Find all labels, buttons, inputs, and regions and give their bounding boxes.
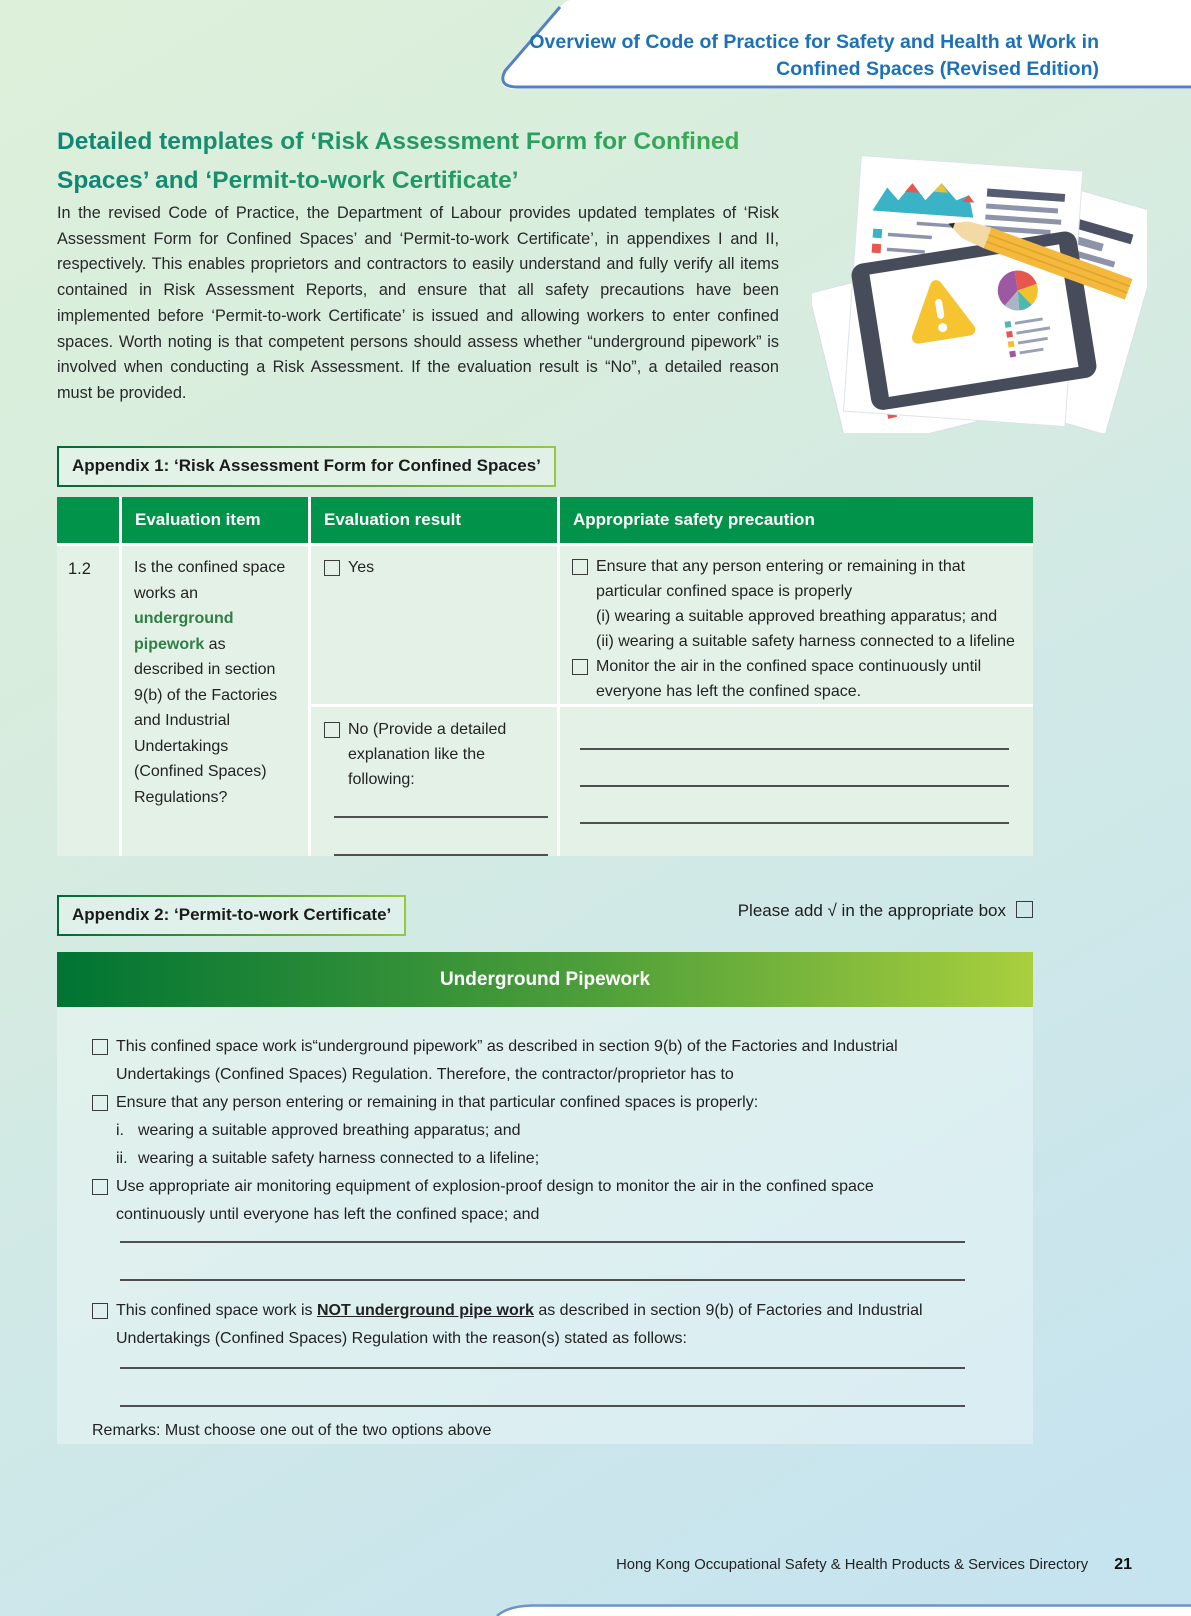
evaluation-item-highlight: underground pipework bbox=[134, 610, 234, 653]
roman-numeral: ii. bbox=[116, 1150, 128, 1167]
evaluation-item-text: as described in section 9(b) of the Factories and Industrial Undertakings (Confined Spaces) Regulations? bbox=[134, 635, 278, 806]
option3-checkbox[interactable] bbox=[92, 1179, 108, 1195]
write-in-line bbox=[334, 816, 548, 818]
row-number-cell: 1.2 bbox=[57, 546, 119, 856]
precaution1-checkbox[interactable] bbox=[572, 559, 588, 575]
write-in-line bbox=[334, 854, 548, 856]
precaution2-checkbox[interactable] bbox=[572, 659, 588, 675]
not-underground-emphasis: NOT underground pipe work bbox=[316, 1302, 534, 1319]
documents-warning-illustration bbox=[812, 143, 1147, 433]
yes-checkbox[interactable] bbox=[324, 560, 340, 576]
evaluation-item-text: Is the confined space works an bbox=[134, 559, 286, 602]
option4-checkbox[interactable] bbox=[92, 1303, 108, 1319]
table-header-corner bbox=[57, 497, 119, 543]
write-in-line bbox=[120, 1405, 965, 1407]
safety-precaution-cell bbox=[560, 546, 1033, 704]
yes-label: Yes bbox=[348, 559, 375, 576]
page-title: Detailed templates of ‘Risk Assessment Form for Confined Spaces’ and ‘Permit-to-work Certificate’ bbox=[57, 122, 769, 200]
intro-paragraph: In the revised Code of Practice, the Department of Labour provides updated templates of ‘Risk Assessment Form for Confined Spaces’ and ‘Permit-to-work Certificate’, in appendixes I and II, respectively. This enables proprietors and contractors to easily understand and fully verify all items contained in Risk Assessment Reports, and ensure that all safety precautions have been implemented before ‘Permit-to-work Certificate’ is issued and allowing workers to enter confined spaces. Worth noting is that competent persons should assess whether “underground pipework” is involved when conducting a Risk Assessment. If the evaluation result is “No”, a detailed reason must be provided. bbox=[57, 204, 779, 402]
precaution1-sub-i: (i) wearing a suitable approved breathing apparatus; and bbox=[596, 608, 998, 625]
remarks-note: Remarks: Must choose one out of the two options above bbox=[92, 1422, 492, 1439]
option4-text: This confined space work is NOT underground pipe work as described in section 9(b) of Factories and Industrial Undertakings (Confined Spaces) Regulation with the reason(s) stated as follows: bbox=[116, 1302, 923, 1347]
risk-assessment-table bbox=[57, 497, 1033, 856]
evaluation-result-no-cell bbox=[311, 707, 557, 856]
precaution1-text: Ensure that any person entering or remaining in that particular confined space is properly bbox=[596, 558, 966, 600]
roman-numeral: i. bbox=[116, 1122, 124, 1139]
option2-text: Ensure that any person entering or remaining in that particular confined spaces is properly: bbox=[116, 1094, 759, 1111]
footer-text: Hong Kong Occupational Safety & Health Products & Services Directory bbox=[616, 1557, 1089, 1573]
tick-note bbox=[738, 901, 1033, 921]
tick-note-text: Please add √ in the appropriate box bbox=[737, 901, 1006, 920]
precaution1-sub-ii: (ii) wearing a suitable safety harness connected to a lifeline bbox=[596, 633, 1015, 650]
table-header-evaluation-result: Evaluation result bbox=[311, 497, 557, 543]
option1-checkbox[interactable] bbox=[92, 1039, 108, 1055]
permit-certificate-panel bbox=[57, 952, 1033, 1444]
precaution2-text: Monitor the air in the confined space continuously until everyone has left the confined space. bbox=[596, 658, 982, 700]
write-in-line bbox=[120, 1279, 965, 1281]
table-header-safety-precaution: Appropriate safety precaution bbox=[560, 497, 1033, 543]
page-number: 21 bbox=[1114, 1556, 1132, 1573]
evaluation-result-yes-cell bbox=[311, 546, 557, 704]
write-in-line bbox=[580, 748, 1009, 750]
underground-pipework-banner: Underground Pipework bbox=[57, 952, 1033, 1007]
write-in-line bbox=[120, 1241, 965, 1243]
no-label: No (Provide a detailed explanation like the following: bbox=[348, 721, 507, 788]
table-header-evaluation-item: Evaluation item bbox=[122, 497, 308, 543]
header-title: Overview of Code of Practice for Safety and Health at Work in Confined Spaces (Revised Edition) bbox=[529, 31, 1099, 80]
option1-text: This confined space work is“underground pipework” as described in section 9(b) of the Factories and Industrial Undertakings (Confined Spaces) Regulation. Therefore, the contractor/proprietor has to bbox=[116, 1038, 898, 1083]
write-in-line bbox=[580, 822, 1009, 824]
page-footer bbox=[616, 1556, 1132, 1574]
option2-checkbox[interactable] bbox=[92, 1095, 108, 1111]
safety-precaution-write-in-cell bbox=[560, 707, 1033, 856]
option2-sub-i: wearing a suitable approved breathing apparatus; and bbox=[138, 1122, 521, 1139]
appendix2-label: Appendix 2: ‘Permit-to-work Certificate’ bbox=[57, 895, 406, 936]
tick-note-checkbox[interactable] bbox=[1016, 901, 1033, 918]
bottom-curve-decoration bbox=[0, 1602, 1191, 1616]
option2-sub-ii: wearing a suitable safety harness connected to a lifeline; bbox=[138, 1150, 540, 1167]
evaluation-item-cell bbox=[122, 546, 308, 856]
option3-text: Use appropriate air monitoring equipment of explosion-proof design to monitor the air in the confined space continuously until everyone has left the confined space; and bbox=[116, 1178, 874, 1223]
write-in-line bbox=[120, 1367, 965, 1369]
appendix1-label: Appendix 1: ‘Risk Assessment Form for Confined Spaces’ bbox=[57, 446, 556, 487]
write-in-line bbox=[580, 785, 1009, 787]
no-checkbox[interactable] bbox=[324, 722, 340, 738]
